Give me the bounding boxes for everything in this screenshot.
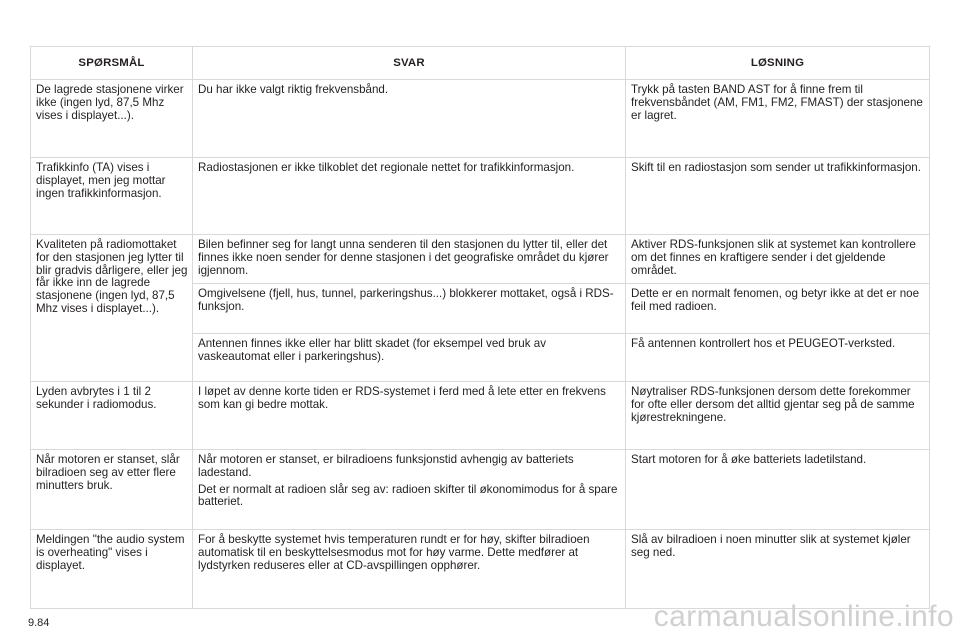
table-row xyxy=(31,530,930,609)
answer-cell xyxy=(193,80,626,158)
question-cell: De lagrede stasjonene virker ikke (ingen lyd, 87,5 Mhz vises i displayet...). xyxy=(31,80,193,158)
table-row xyxy=(31,158,930,235)
answer-cell xyxy=(193,158,626,235)
answer-text: For å beskytte systemet hvis temperaturen rundt er for høy, skifter bilradioen automatisk til en beskyttelsesmodus mot for høy varme. Dette medfører at lydstyrken reduseres eller at CD-avspillingen opphører. xyxy=(198,533,590,572)
solution-cell: Nøytraliser RDS-funksjonen dersom dette forekommer for ofte eller dersom det alltid gjentar seg på de samme kjørestrekningene. xyxy=(626,382,930,450)
faq-table xyxy=(30,46,930,609)
solution-cell: Trykk på tasten BAND AST for å finne frem til frekvensbåndet (AM, FM1, FM2, FMAST) der stasjonene er lagret. xyxy=(626,80,930,158)
answer-cell xyxy=(193,450,626,530)
solution-cell: Få antennen kontrollert hos et PEUGEOT-verksted. xyxy=(626,334,930,382)
answer-cell: Bilen befinner seg for langt unna senderen til den stasjonen du lytter til, eller det finnes ikke noen sender for denne stasjonen i det geografiske området du kjører igjennom. xyxy=(193,235,626,284)
header-question: SPØRSMÅL xyxy=(31,47,193,80)
solution-cell: Start motoren for å øke batteriets ladetilstand. xyxy=(626,450,930,530)
answer-text: I løpet av denne korte tiden er RDS-systemet i ferd med å lete etter en frekvens som kan gi bedre mottak. xyxy=(198,385,606,411)
table-row xyxy=(31,450,930,530)
answer-text: Når motoren er stanset, er bilradioens funksjonstid avhengig av batteriets ladestand. xyxy=(198,453,574,479)
answer-cell xyxy=(193,530,626,609)
watermark-logo: carmanualsonline.info xyxy=(653,600,954,633)
solution-cell: Aktiver RDS-funksjonen slik at systemet kan kontrollere om det finnes en kraftigere sender i det gjeldende området. xyxy=(626,235,930,284)
table-row xyxy=(31,80,930,158)
header-solution: LØSNING xyxy=(626,47,930,80)
page-number: 9.84 xyxy=(28,617,50,629)
question-cell: Når motoren er stanset, slår bilradioen seg av etter flere minutters bruk. xyxy=(31,450,193,530)
answer-text: Du har ikke valgt riktig frekvensbånd. xyxy=(198,83,389,96)
question-cell: Trafikkinfo (TA) vises i displayet, men jeg mottar ingen trafikkinformasjon. xyxy=(31,158,193,235)
answer-cell: Antennen finnes ikke eller har blitt skadet (for eksempel ved bruk av vaskeautomat eller i parkeringshus). xyxy=(193,334,626,382)
question-cell: Kvaliteten på radiomottaket for den stasjonen jeg lytter til blir gradvis dårligere, eller jeg får ikke inn de lagrede stasjonene (ingen lyd, 87,5 Mhz vises i displayet...). xyxy=(31,235,193,382)
table-row xyxy=(31,382,930,450)
solution-cell: Slå av bilradioen i noen minutter slik at systemet kjøler seg ned. xyxy=(626,530,930,609)
solution-cell: Dette er en normalt fenomen, og betyr ikke at det er noe feil med radioen. xyxy=(626,284,930,334)
answer-cell xyxy=(193,382,626,450)
question-cell: Meldingen "the audio system is overheating" vises i displayet. xyxy=(31,530,193,609)
header-answer: SVAR xyxy=(193,47,626,80)
answer-text: Det er normalt at radioen slår seg av: radioen skifter til økonomimodus for å spare batteriet. xyxy=(198,482,618,509)
answer-text: Radiostasjonen er ikke tilkoblet det regionale nettet for trafikkinformasjon. xyxy=(198,161,575,174)
question-cell: Lyden avbrytes i 1 til 2 sekunder i radiomodus. xyxy=(31,382,193,450)
solution-cell: Skift til en radiostasjon som sender ut trafikkinformasjon. xyxy=(626,158,930,235)
table-row xyxy=(31,235,930,284)
answer-cell: Omgivelsene (fjell, hus, tunnel, parkeringshus...) blokkerer mottaket, også i RDS-funksjon. xyxy=(193,284,626,334)
header-row xyxy=(31,47,930,80)
